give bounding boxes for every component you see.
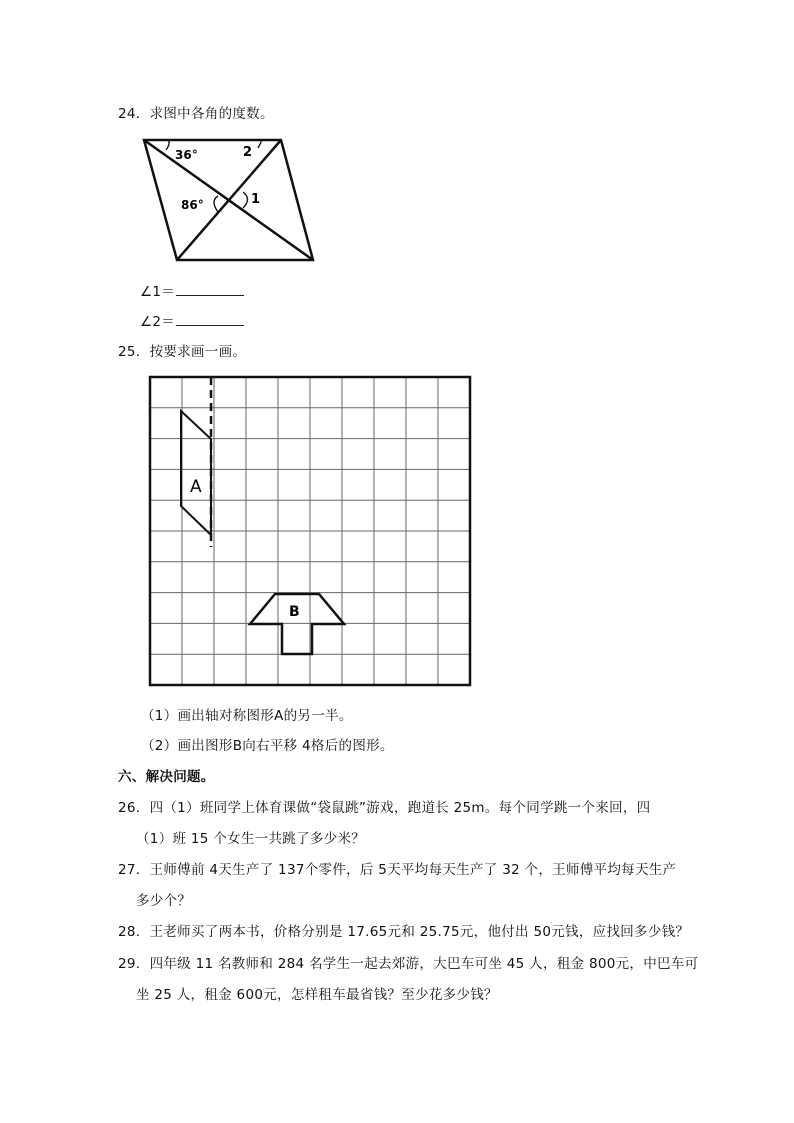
q24-title: 24．求图中各角的度数。 bbox=[118, 106, 274, 122]
q25-shape-a-label: A bbox=[190, 477, 202, 497]
q25-item-2: （2）画出图形B向右平移 4格后的图形。 bbox=[141, 738, 394, 754]
section6-heading: 六、解决问题。 bbox=[118, 769, 215, 785]
q24-answer-2 bbox=[140, 311, 244, 332]
q25-shape-a bbox=[181, 411, 211, 535]
q24-arc-86 bbox=[214, 196, 218, 212]
q24-angle-36-label: 36° bbox=[175, 148, 198, 162]
q24-angle-2-label: 2 bbox=[243, 145, 253, 160]
q26-line-1: 26．四（1）班同学上体育课做“袋鼠跳”游戏，跑道长 25m。每个同学跳一个来回，四 bbox=[118, 800, 651, 816]
q25-grid-lines bbox=[150, 377, 470, 685]
q24-answer-2-label: ∠2＝ bbox=[140, 314, 176, 330]
q24-angle-1-label: 1 bbox=[251, 192, 261, 207]
q25-grid-figure bbox=[148, 375, 476, 690]
q24-answer-1 bbox=[140, 281, 244, 302]
q24-answer-1-blank[interactable] bbox=[176, 281, 244, 296]
q25-title: 25．按要求画一画。 bbox=[118, 344, 247, 360]
q24-angle-86-label: 86° bbox=[181, 198, 204, 212]
q24-arc-1 bbox=[243, 192, 248, 208]
q26-line-2: （1）班 15 个女生一共跳了多少米？ bbox=[136, 831, 366, 847]
q25-item-1: （1）画出轴对称图形A的另一半。 bbox=[141, 708, 353, 724]
q24-answer-2-blank[interactable] bbox=[176, 311, 244, 326]
q29-line-2: 坐 25 人，租金 600元，怎样租车最省钱？至少花多少钱？ bbox=[136, 987, 498, 1003]
q25-shape-b bbox=[250, 594, 344, 654]
q24-arc-36 bbox=[166, 140, 169, 150]
q28-line-1: 28．王老师买了两本书，价格分别是 17.65元和 25.75元，他付出 50元钱，应找回多少钱？ bbox=[118, 924, 690, 940]
q25-shape-b-label: B bbox=[289, 604, 300, 620]
q27-line-1: 27．王师傅前 4天生产了 137个零件，后 5天平均每天生产了 32 个，王师傅平均每天生产 bbox=[118, 862, 677, 878]
q24-answer-1-label: ∠1＝ bbox=[140, 284, 176, 300]
q29-line-1: 29．四年级 11 名教师和 284 名学生一起去郊游，大巴车可坐 45 人，租金 800元，中巴车可 bbox=[118, 956, 699, 972]
q27-line-2: 多少个？ bbox=[136, 893, 192, 909]
